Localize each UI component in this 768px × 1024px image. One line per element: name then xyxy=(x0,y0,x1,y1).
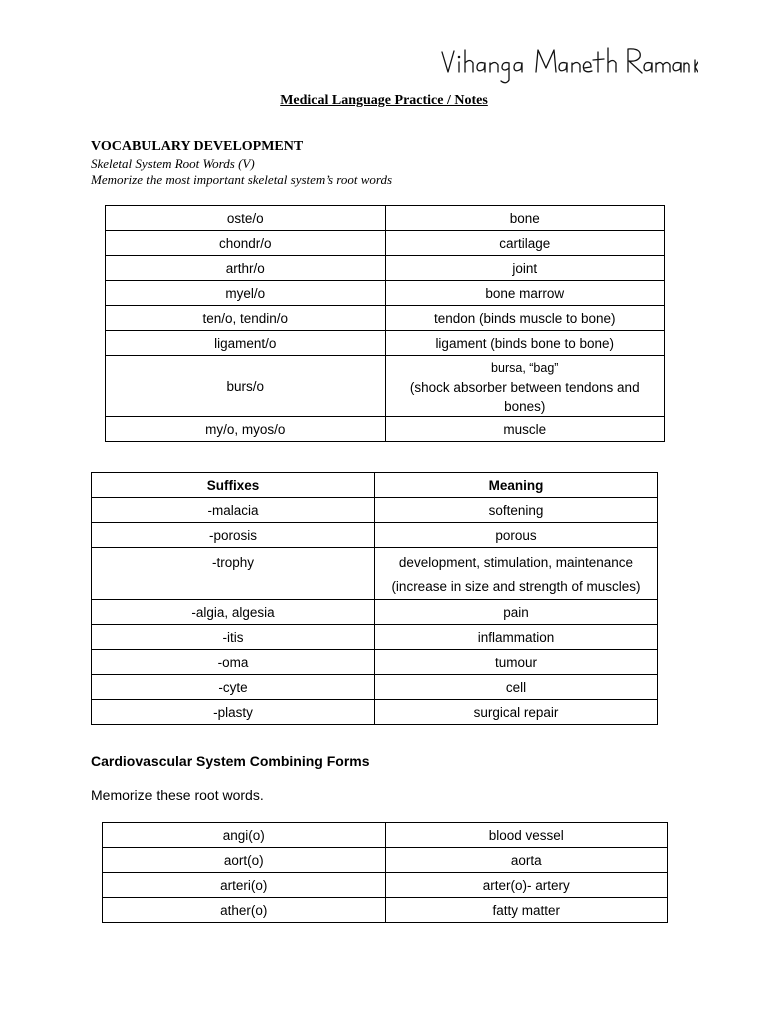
meaning-line: development, stimulation, maintenance xyxy=(398,555,634,570)
meaning-cell: joint xyxy=(385,256,665,281)
meaning-cell: tumour xyxy=(375,650,658,675)
meaning-cell: porous xyxy=(375,523,658,548)
vocab-subtitle: Skeletal System Root Words (V) xyxy=(91,156,255,171)
meaning-cell xyxy=(375,548,658,600)
suffix-cell: -porosis xyxy=(92,523,375,548)
meaning-cell: arter(o)- artery xyxy=(385,873,668,898)
table-row xyxy=(92,700,658,725)
table-row xyxy=(92,675,658,700)
meaning-cell: bone xyxy=(385,206,665,231)
table-row xyxy=(106,231,665,256)
suffix-cell: -oma xyxy=(92,650,375,675)
table-row xyxy=(106,306,665,331)
handwritten-signature xyxy=(438,38,698,88)
column-header: Suffixes xyxy=(92,473,375,498)
table-row xyxy=(92,523,658,548)
root-cell: arteri(o) xyxy=(103,873,386,898)
meaning-cell: ligament (binds bone to bone) xyxy=(385,331,665,356)
table-row xyxy=(103,848,668,873)
meaning-cell: blood vessel xyxy=(385,823,668,848)
suffix-cell: -trophy xyxy=(92,548,375,600)
meaning-cell: inflammation xyxy=(375,625,658,650)
meaning-cell xyxy=(385,356,665,417)
meaning-cell: softening xyxy=(375,498,658,523)
suffix-cell: -plasty xyxy=(92,700,375,725)
cardio-instruction: Memorize these root words. xyxy=(91,787,264,803)
meaning-cell: surgical repair xyxy=(375,700,658,725)
table-row xyxy=(92,650,658,675)
meaning-cell: cell xyxy=(375,675,658,700)
meaning-cell: bone marrow xyxy=(385,281,665,306)
root-cell: ten/o, tendin/o xyxy=(106,306,386,331)
table-row xyxy=(106,256,665,281)
table-row xyxy=(106,281,665,306)
cardio-root-words-table xyxy=(102,822,668,923)
suffix-cell: -cyte xyxy=(92,675,375,700)
suffix-cell: -malacia xyxy=(92,498,375,523)
root-cell: arthr/o xyxy=(106,256,386,281)
skeletal-root-words-table xyxy=(105,205,665,442)
table-row xyxy=(103,823,668,848)
table-row xyxy=(106,206,665,231)
table-row xyxy=(92,600,658,625)
meaning-cell: pain xyxy=(375,600,658,625)
table-row xyxy=(106,331,665,356)
root-cell: oste/o xyxy=(106,206,386,231)
page-title: Medical Language Practice / Notes xyxy=(280,93,488,108)
root-cell: angi(o) xyxy=(103,823,386,848)
meaning-cell: cartilage xyxy=(385,231,665,256)
table-row xyxy=(92,625,658,650)
table-row xyxy=(103,898,668,923)
meaning-line: (increase in size and strength of muscles) xyxy=(391,579,641,594)
root-cell: myel/o xyxy=(106,281,386,306)
cardio-heading: Cardiovascular System Combining Forms xyxy=(91,753,370,769)
root-cell: ligament/o xyxy=(106,331,386,356)
root-cell: ather(o) xyxy=(103,898,386,923)
meaning-cell: fatty matter xyxy=(385,898,668,923)
meaning-line: bursa, “bag” xyxy=(491,361,559,375)
column-header: Meaning xyxy=(375,473,658,498)
root-cell: aort(o) xyxy=(103,848,386,873)
suffix-cell: -itis xyxy=(92,625,375,650)
table-row xyxy=(92,498,658,523)
suffixes-table xyxy=(91,472,658,725)
root-cell: chondr/o xyxy=(106,231,386,256)
table-header-row xyxy=(92,473,658,498)
meaning-cell: muscle xyxy=(385,417,665,442)
meaning-cell: tendon (binds muscle to bone) xyxy=(385,306,665,331)
table-row xyxy=(92,548,658,600)
suffix-cell: -algia, algesia xyxy=(92,600,375,625)
table-row xyxy=(106,356,665,417)
root-cell: my/o, myos/o xyxy=(106,417,386,442)
vocab-instruction: Memorize the most important skeletal system’s root words xyxy=(91,172,393,187)
vocab-heading: VOCABULARY DEVELOPMENT xyxy=(91,139,304,154)
meaning-cell: aorta xyxy=(385,848,668,873)
table-row xyxy=(103,873,668,898)
root-cell: burs/o xyxy=(106,356,386,417)
meaning-line: (shock absorber between tendons and bones) xyxy=(409,380,640,414)
table-row xyxy=(106,417,665,442)
